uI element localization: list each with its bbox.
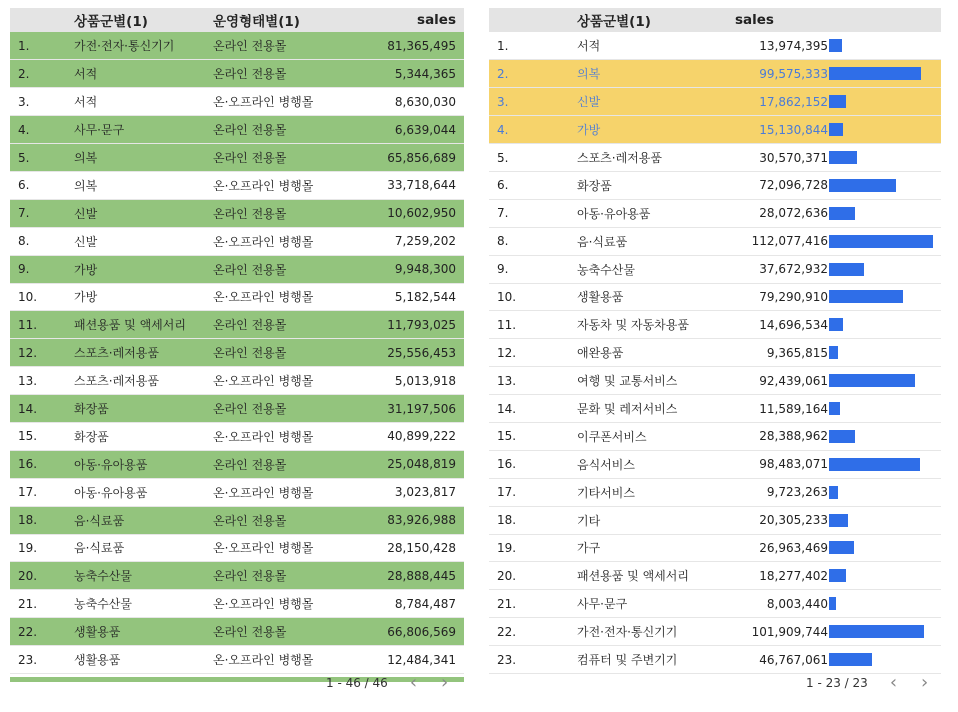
table-row[interactable] [10,255,464,283]
category-cell: 화장품 [74,402,109,417]
sales-cell: 8,630,030 [394,94,456,109]
table-row[interactable] [489,199,941,227]
table-row[interactable] [10,144,464,172]
sales-bar [829,67,921,80]
bar-cell [829,478,941,506]
bar-cell [829,255,941,283]
table-row[interactable] [489,422,941,450]
sales-bar [829,402,840,415]
row-index: 3. [497,94,509,109]
sales-bar [829,318,843,331]
sales-cell: 14,696,534 [759,317,828,332]
row-index: 21. [497,596,517,611]
sales-cell: 28,072,636 [759,206,828,221]
type-cell: 온·오프라인 병행몰 [213,178,314,193]
left-table-body [10,32,464,673]
sales-cell: 28,888,445 [337,562,464,590]
category-cell: 패션용품 및 액세서리 [74,318,186,333]
sales-cell: 66,806,569 [337,618,464,646]
type-cell: 온라인 전용몰 [213,402,287,417]
sales-cell: 10,602,950 [337,199,464,227]
category-cell: 신발 [74,206,98,221]
left-sales-table [10,8,464,674]
sales-cell: 8,784,487 [394,596,456,611]
bar-cell [829,199,941,227]
row-index: 1. [18,38,30,53]
sales-cell: 25,556,453 [337,339,464,367]
row-index: 11. [18,317,38,332]
table-row[interactable] [10,339,464,367]
right-table-body [489,32,941,673]
category-cell: 음·식료품 [74,513,125,528]
table-row[interactable] [10,562,464,590]
type-cell: 온·오프라인 병행몰 [213,95,314,110]
category-cell: 음식서비스 [577,457,635,472]
table-row[interactable] [489,283,941,311]
row-index: 2. [497,66,509,81]
bar-cell [829,144,941,172]
table-row[interactable] [489,395,941,423]
table-row[interactable] [10,367,464,395]
category-cell: 여행 및 교통서비스 [577,374,678,389]
category-cell: 컴퓨터 및 주변기기 [577,653,678,668]
type-cell: 온라인 전용몰 [213,39,287,54]
category-cell: 기타 [577,513,601,528]
category-cell: 아동·유아용품 [577,206,651,221]
sales-cell: 12,484,341 [387,652,456,667]
table-header-row [10,8,464,32]
row-index: 23. [18,652,38,667]
sales-bar [829,541,854,554]
row-index: 22. [18,624,38,639]
table-row[interactable] [489,32,941,60]
bar-cell [829,506,941,534]
category-cell: 신발 [577,95,601,110]
sales-bar [829,290,903,303]
sales-cell: 11,793,025 [337,311,464,339]
table-row[interactable] [10,88,464,116]
bar-cell [829,339,941,367]
sales-cell: 46,767,061 [759,652,828,667]
category-cell: 화장품 [577,178,612,193]
header-index [10,8,72,32]
category-cell: 화장품 [74,429,109,444]
sales-bar [829,569,846,582]
table-row[interactable] [10,283,464,311]
table-row[interactable] [489,116,941,144]
table-row[interactable] [489,562,941,590]
row-index: 23. [497,652,517,667]
type-cell: 온·오프라인 병행몰 [213,429,314,444]
sales-cell: 83,926,988 [337,506,464,534]
type-cell: 온라인 전용몰 [213,123,287,138]
header-index [489,8,575,32]
row-index: 22. [497,624,517,639]
type-cell: 온라인 전용몰 [213,318,287,333]
header-sales[interactable]: sales [735,12,774,28]
table-row[interactable] [10,116,464,144]
sales-cell: 17,862,152 [759,94,828,109]
sales-cell: 72,096,728 [759,178,828,193]
row-index: 4. [18,122,30,137]
type-cell: 온·오프라인 병행몰 [213,597,314,612]
category-cell: 생활용품 [74,625,121,640]
row-index: 4. [497,122,509,137]
row-index: 13. [497,373,517,388]
sales-cell: 37,672,932 [759,262,828,277]
category-cell: 스포츠·레저용품 [577,151,662,165]
category-cell: 아동·유아용품 [74,485,148,500]
sales-cell: 25,048,819 [337,450,464,478]
sales-cell: 9,948,300 [337,255,464,283]
category-cell: 기타서비스 [577,485,635,500]
table-row[interactable] [489,339,941,367]
table-row[interactable] [10,590,464,618]
category-cell: 서적 [74,95,98,110]
sales-cell: 5,182,544 [394,289,456,304]
chevron-right-icon[interactable]: › [441,672,449,693]
table-row[interactable] [10,534,464,562]
sales-bar [829,374,915,387]
sales-bar [829,597,836,610]
category-cell: 가구 [577,541,601,556]
bar-cell [829,283,941,311]
bar-cell [829,534,941,562]
sales-cell: 65,856,689 [337,144,464,172]
row-index: 8. [18,234,30,249]
table-row[interactable] [489,646,941,674]
category-cell: 음·식료품 [577,234,628,249]
table-row[interactable] [10,646,464,674]
table-row[interactable] [10,199,464,227]
bar-cell [829,590,941,618]
sales-cell: 30,570,371 [759,150,828,165]
table-row[interactable] [10,506,464,534]
chevron-left-icon[interactable]: ‹ [889,672,898,693]
category-cell: 사무·문구 [577,597,628,612]
category-cell: 서적 [74,67,98,82]
category-cell: 문화 및 레저서비스 [577,402,678,417]
table-row[interactable] [10,395,464,423]
bar-cell [829,32,941,60]
sales-cell: 26,963,469 [759,540,828,555]
sales-bar [829,39,842,52]
bar-cell [829,311,941,339]
table-row[interactable] [489,367,941,395]
row-index: 8. [497,234,509,249]
table-row[interactable] [489,590,941,618]
left-pagination [326,674,448,692]
sales-bar [829,151,857,164]
table-row[interactable] [489,618,941,646]
category-cell: 신발 [74,234,98,249]
table-row[interactable] [10,478,464,506]
category-cell: 가방 [74,262,98,277]
row-index: 15. [18,429,38,444]
sales-cell: 15,130,844 [759,122,828,137]
chevron-right-icon[interactable]: › [921,672,929,693]
sales-cell: 18,277,402 [759,568,828,583]
table-row[interactable] [489,534,941,562]
row-index: 14. [18,401,38,416]
category-cell: 스포츠·레저용품 [74,374,159,389]
table-row[interactable] [10,171,464,199]
chevron-left-icon[interactable]: ‹ [409,672,418,693]
sales-bar [829,458,920,471]
bar-cell [829,450,941,478]
table-row[interactable] [489,144,941,172]
row-index: 12. [497,345,517,360]
table-row[interactable] [489,506,941,534]
header-type[interactable]: 운영형태별(1) [213,14,300,30]
row-index: 17. [497,485,517,500]
category-cell: 이쿠폰서비스 [577,429,647,444]
row-index: 2. [18,66,30,81]
sales-bar [829,263,864,276]
type-cell: 온라인 전용몰 [213,625,287,640]
table-row[interactable] [489,478,941,506]
row-index: 1. [497,38,509,53]
row-index: 14. [497,401,517,416]
left-table-panel [10,8,464,682]
row-index: 16. [18,457,38,472]
table-row[interactable] [489,450,941,478]
row-index: 9. [18,262,30,277]
pagination-label: 1 - 46 / 46 [326,676,388,690]
bar-cell [829,171,941,199]
sales-cell: 112,077,416 [751,234,828,249]
category-cell: 자동차 및 자동차용품 [577,318,689,333]
row-index: 6. [18,178,30,193]
bar-cell [829,646,941,674]
bar-cell [829,618,941,646]
type-cell: 온라인 전용몰 [213,346,287,361]
sales-bar [829,430,855,443]
row-index: 15. [497,429,517,444]
sales-cell: 5,013,918 [394,373,456,388]
type-cell: 온·오프라인 병행몰 [213,485,314,500]
row-index: 11. [497,317,517,332]
category-cell: 의복 [577,67,601,82]
sales-cell: 33,718,644 [387,178,456,193]
table-row[interactable] [10,227,464,255]
category-cell: 가방 [74,290,98,305]
table-row[interactable] [489,60,941,88]
type-cell: 온라인 전용몰 [213,457,287,472]
category-cell: 음·식료품 [74,541,125,556]
right-pagination [806,674,928,692]
type-cell: 온라인 전용몰 [213,262,287,277]
row-index: 3. [18,94,30,109]
type-cell: 온·오프라인 병행몰 [213,653,314,668]
row-index: 10. [497,289,517,304]
row-index: 10. [18,289,38,304]
category-cell: 사무·문구 [74,123,125,138]
row-index: 7. [18,206,30,221]
row-index: 18. [497,513,517,528]
header-sales[interactable]: sales [417,12,456,28]
table-row[interactable] [489,255,941,283]
sales-cell: 9,723,263 [766,485,828,500]
bar-cell [829,116,941,144]
sales-bar [829,207,855,220]
category-cell: 스포츠·레저용품 [74,346,159,361]
sales-cell: 31,197,506 [337,395,464,423]
sales-bar [829,95,846,108]
sales-bar [829,235,933,248]
table-row[interactable] [10,32,464,60]
header-category[interactable]: 상품군별(1) [74,14,148,30]
sales-bar [829,123,843,136]
sales-cell: 6,639,044 [337,116,464,144]
category-cell: 패션용품 및 액세서리 [577,569,689,584]
bar-cell [829,60,941,88]
header-category[interactable]: 상품군별(1) [577,14,651,30]
row-index: 18. [18,513,38,528]
sales-bar [829,486,838,499]
table-row[interactable] [489,171,941,199]
table-row[interactable] [489,88,941,116]
sales-cell: 40,899,222 [387,429,456,444]
row-index: 19. [497,540,517,555]
type-cell: 온라인 전용몰 [213,67,287,82]
sales-bar [829,625,924,638]
sales-bar [829,346,838,359]
row-index: 12. [18,345,38,360]
row-index: 6. [497,178,509,193]
category-cell: 농축수산물 [74,569,132,584]
sales-cell: 20,305,233 [759,513,828,528]
row-index: 5. [18,150,30,165]
table-row[interactable] [10,60,464,88]
category-cell: 의복 [74,151,98,165]
category-cell: 농축수산물 [577,262,635,277]
bar-cell [829,422,941,450]
category-cell: 생활용품 [577,290,624,305]
category-cell: 농축수산물 [74,597,132,612]
bar-cell [829,367,941,395]
sales-cell: 13,974,395 [759,38,828,53]
sales-cell: 92,439,061 [759,373,828,388]
table-row[interactable] [10,311,464,339]
row-index: 20. [497,568,517,583]
type-cell: 온·오프라인 병행몰 [213,541,314,556]
sales-bar [829,179,896,192]
type-cell: 온·오프라인 병행몰 [213,374,314,389]
category-cell: 가전·전자·통신기기 [577,625,678,640]
header-bar [829,8,941,32]
sales-cell: 28,388,962 [759,429,828,444]
table-header-row [489,8,941,32]
sales-cell: 28,150,428 [387,540,456,555]
table-row[interactable] [489,311,941,339]
category-cell: 생활용품 [74,653,121,668]
type-cell: 온·오프라인 병행몰 [213,234,314,249]
category-cell: 의복 [74,178,98,193]
type-cell: 온라인 전용몰 [213,206,287,221]
category-cell: 아동·유아용품 [74,457,148,472]
type-cell: 온라인 전용몰 [213,569,287,584]
category-cell: 애완용품 [577,346,624,361]
pagination-label: 1 - 23 / 23 [806,676,868,690]
bar-cell [829,88,941,116]
sales-cell: 98,483,071 [759,457,828,472]
row-index: 21. [18,596,38,611]
sales-cell: 81,365,495 [337,32,464,60]
sales-cell: 101,909,744 [751,624,828,639]
category-cell: 서적 [577,39,601,54]
sales-cell: 8,003,440 [766,596,828,611]
row-index: 9. [497,262,509,277]
sales-bar [829,514,848,527]
right-sales-table [489,8,941,674]
row-index: 5. [497,150,509,165]
sales-cell: 7,259,202 [394,234,456,249]
row-index: 19. [18,540,38,555]
sales-cell: 11,589,164 [759,401,828,416]
type-cell: 온라인 전용몰 [213,151,287,165]
row-index: 16. [497,457,517,472]
sales-cell: 99,575,333 [759,66,828,81]
bar-cell [829,395,941,423]
table-row[interactable] [489,227,941,255]
bar-cell [829,562,941,590]
sales-cell: 79,290,910 [759,289,828,304]
sales-bar [829,653,872,666]
category-cell: 가전·전자·통신기기 [74,39,175,54]
category-cell: 가방 [577,123,601,138]
type-cell: 온라인 전용몰 [213,513,287,528]
sales-cell: 9,365,815 [766,345,828,360]
table-row[interactable] [10,618,464,646]
right-table-panel [489,8,941,674]
table-row[interactable] [10,422,464,450]
type-cell: 온·오프라인 병행몰 [213,290,314,305]
sales-cell: 5,344,365 [337,60,464,88]
row-index: 7. [497,206,509,221]
row-index: 20. [18,568,38,583]
bar-cell [829,227,941,255]
table-row[interactable] [10,450,464,478]
row-index: 13. [18,373,38,388]
row-index: 17. [18,485,38,500]
sales-cell: 3,023,817 [394,485,456,500]
